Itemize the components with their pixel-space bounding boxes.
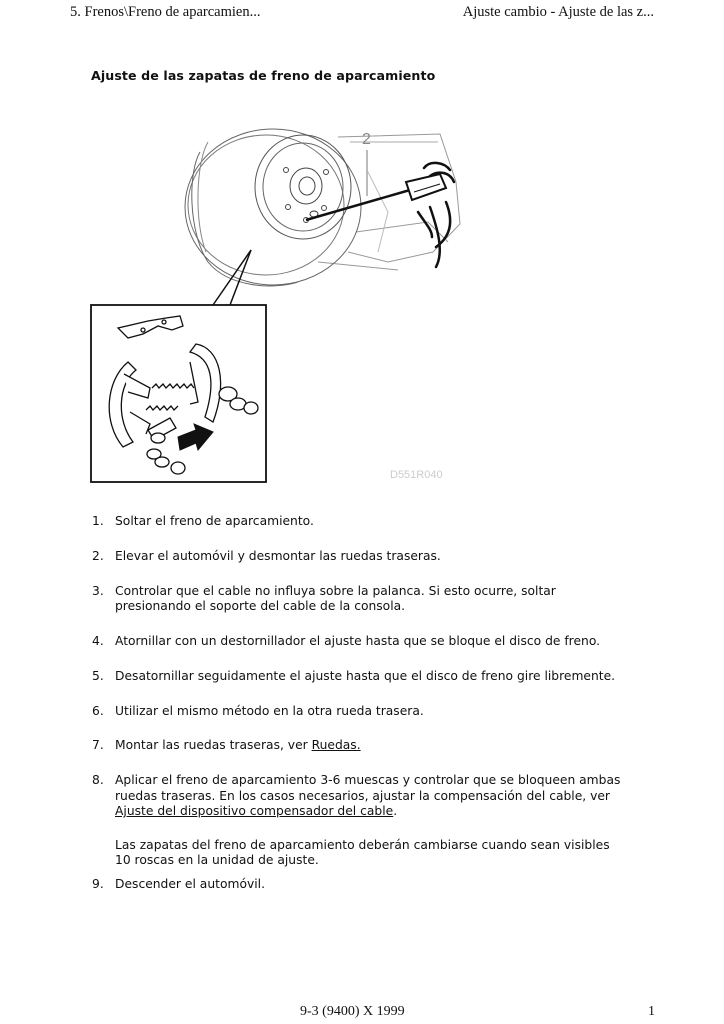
page-number: 1 <box>648 1004 655 1019</box>
header-breadcrumb: 5. Frenos\Freno de aparcamien... <box>70 4 261 20</box>
procedure-steps <box>92 514 652 893</box>
step-3: 3. Controlar que el cable no influya sobre la palanca. Si esto ocurre, soltar presionando el soporte del cable de la consola. <box>92 583 556 614</box>
step-9: 9. Descender el automóvil. <box>92 877 265 892</box>
step-6: 6. Utilizar el mismo método en la otra rueda trasera. <box>92 703 424 718</box>
image-code: D551R040 <box>390 469 443 481</box>
page-title: Ajuste de las zapatas de freno de aparcamiento <box>91 68 436 83</box>
step-4: 4. Atornillar con un destornillador el ajuste hasta que se bloque el disco de freno. <box>92 633 601 648</box>
footer-model: 9-3 (9400) X 1999 <box>300 1004 405 1019</box>
brake-illustration <box>88 112 468 487</box>
step-8-note: Las zapatas del freno de aparcamiento deberán cambiarse cuando sean visibles 10 roscas en la unidad de ajuste. <box>115 837 610 868</box>
step-7: 7. Montar las ruedas traseras, ver Ruedas. <box>92 738 361 753</box>
ruedas-link[interactable]: Ruedas. <box>311 738 361 753</box>
header-section-title: Ajuste cambio - Ajuste de las z... <box>462 4 654 20</box>
step-5: 5. Desatornillar seguidamente el ajuste hasta que el disco de freno gire libremente. <box>92 668 616 683</box>
cable-compensator-link[interactable]: Ajuste del dispositivo compensador del cable <box>115 804 394 819</box>
step-2: 2. Elevar el automóvil y desmontar las ruedas traseras. <box>92 548 441 563</box>
step-8: 8. Aplicar el freno de aparcamiento 3-6 muescas y controlar que se bloqueen ambas ruedas traseras. En los casos necesarios, ajustar la compensación del cable, ver Ajuste del dispositivo compensador del cable. Las zapatas del freno de aparcamiento deberán cambiarse cuando sean visibles 10 roscas en la unidad de ajuste. <box>92 773 652 869</box>
callout-number: 2 <box>362 131 371 148</box>
step-1: 1. Soltar el freno de aparcamiento. <box>92 514 314 528</box>
